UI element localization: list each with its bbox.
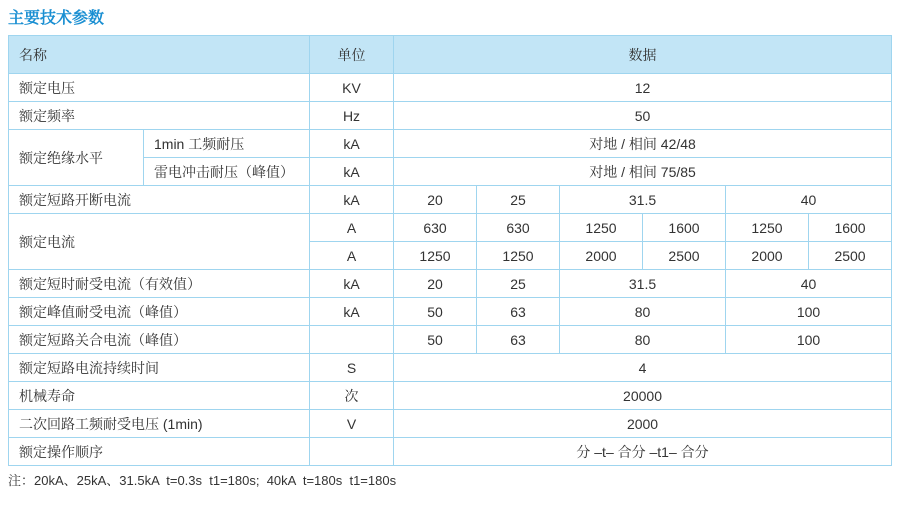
- footnote: 注：20kA、25kA、31.5kA t=0.3s t1=180s; 40kA t=180s t1=180s: [8, 473, 397, 488]
- unit-cell: kA: [310, 270, 394, 298]
- value-cell: 2000: [394, 410, 892, 438]
- value-cell: 50: [394, 298, 477, 326]
- unit-cell-empty: [310, 326, 394, 354]
- row-mechanical-life: [9, 382, 892, 410]
- row-label: 额定电压: [9, 74, 310, 102]
- value-cell: 80: [560, 326, 726, 354]
- row-label: 额定短路开断电流: [9, 186, 310, 214]
- value-cell: 对地 / 相间 75/85: [394, 158, 892, 186]
- value-cell: 40: [726, 270, 892, 298]
- unit-cell: kA: [310, 130, 394, 158]
- value-cell: 40: [726, 186, 892, 214]
- value-cell: 31.5: [560, 186, 726, 214]
- row-peak-withstand: [9, 298, 892, 326]
- col-header-data: 数据: [394, 36, 892, 74]
- row-label: 额定操作顺序: [9, 438, 310, 466]
- value-cell: 2500: [809, 242, 892, 270]
- value-cell: 630: [477, 214, 560, 242]
- row-secondary-circuit: [9, 410, 892, 438]
- unit-cell: kA: [310, 298, 394, 326]
- value-cell: 20: [394, 270, 477, 298]
- value-cell: 2000: [726, 242, 809, 270]
- unit-cell: V: [310, 410, 394, 438]
- value-cell: 31.5: [560, 270, 726, 298]
- row-label: 机械寿命: [9, 382, 310, 410]
- value-cell: 1250: [560, 214, 643, 242]
- row-rated-frequency: [9, 102, 892, 130]
- value-cell: 20000: [394, 382, 892, 410]
- unit-cell: A: [310, 214, 394, 242]
- value-cell: 20: [394, 186, 477, 214]
- row-label: 额定频率: [9, 102, 310, 130]
- col-header-unit: 单位: [310, 36, 394, 74]
- header-row: [9, 36, 892, 74]
- value-cell: 对地 / 相间 42/48: [394, 130, 892, 158]
- row-label: 额定短时耐受电流（有效值）: [9, 270, 310, 298]
- unit-cell: S: [310, 354, 394, 382]
- spec-table: [8, 35, 892, 466]
- row-duration: [9, 354, 892, 382]
- value-cell: 100: [726, 326, 892, 354]
- value-cell: 4: [394, 354, 892, 382]
- value-cell: 25: [477, 270, 560, 298]
- unit-cell: Hz: [310, 102, 394, 130]
- row-label: 额定峰值耐受电流（峰值）: [9, 298, 310, 326]
- value-cell: 25: [477, 186, 560, 214]
- row-label-insulation-level: 额定绝缘水平: [9, 130, 144, 186]
- value-cell: 1600: [643, 214, 726, 242]
- value-cell: 63: [477, 298, 560, 326]
- row-insulation-power-freq: [9, 130, 892, 158]
- value-cell: 2500: [643, 242, 726, 270]
- unit-cell: 次: [310, 382, 394, 410]
- value-cell: 630: [394, 214, 477, 242]
- row-making-current: [9, 326, 892, 354]
- value-cell: 1250: [394, 242, 477, 270]
- row-label-rated-current: 额定电流: [9, 214, 310, 270]
- row-breaking-current: [9, 186, 892, 214]
- unit-cell: kA: [310, 158, 394, 186]
- row-label: 二次回路工频耐受电压 (1min): [9, 410, 310, 438]
- unit-cell: kA: [310, 186, 394, 214]
- row-short-time-withstand: [9, 270, 892, 298]
- col-header-name: 名称: [9, 36, 310, 74]
- value-cell: 分 –t– 合分 –t1– 合分: [394, 438, 892, 466]
- value-cell: 1250: [477, 242, 560, 270]
- row-label: 额定短路电流持续时间: [9, 354, 310, 382]
- value-cell: 12: [394, 74, 892, 102]
- row-operation-sequence: [9, 438, 892, 466]
- value-cell: 63: [477, 326, 560, 354]
- value-cell: 2000: [560, 242, 643, 270]
- row-sublabel: 1min 工频耐压: [144, 130, 310, 158]
- value-cell: 1600: [809, 214, 892, 242]
- value-cell: 50: [394, 102, 892, 130]
- row-rated-current-1: [9, 214, 892, 242]
- value-cell: 100: [726, 298, 892, 326]
- row-rated-voltage: [9, 74, 892, 102]
- value-cell: 80: [560, 298, 726, 326]
- unit-cell: A: [310, 242, 394, 270]
- row-sublabel: 雷电冲击耐压（峰值）: [144, 158, 310, 186]
- unit-cell-empty: [310, 438, 394, 466]
- row-label: 额定短路关合电流（峰值）: [9, 326, 310, 354]
- unit-cell: KV: [310, 74, 394, 102]
- value-cell: 1250: [726, 214, 809, 242]
- value-cell: 50: [394, 326, 477, 354]
- page-title: 主要技术参数: [8, 10, 105, 27]
